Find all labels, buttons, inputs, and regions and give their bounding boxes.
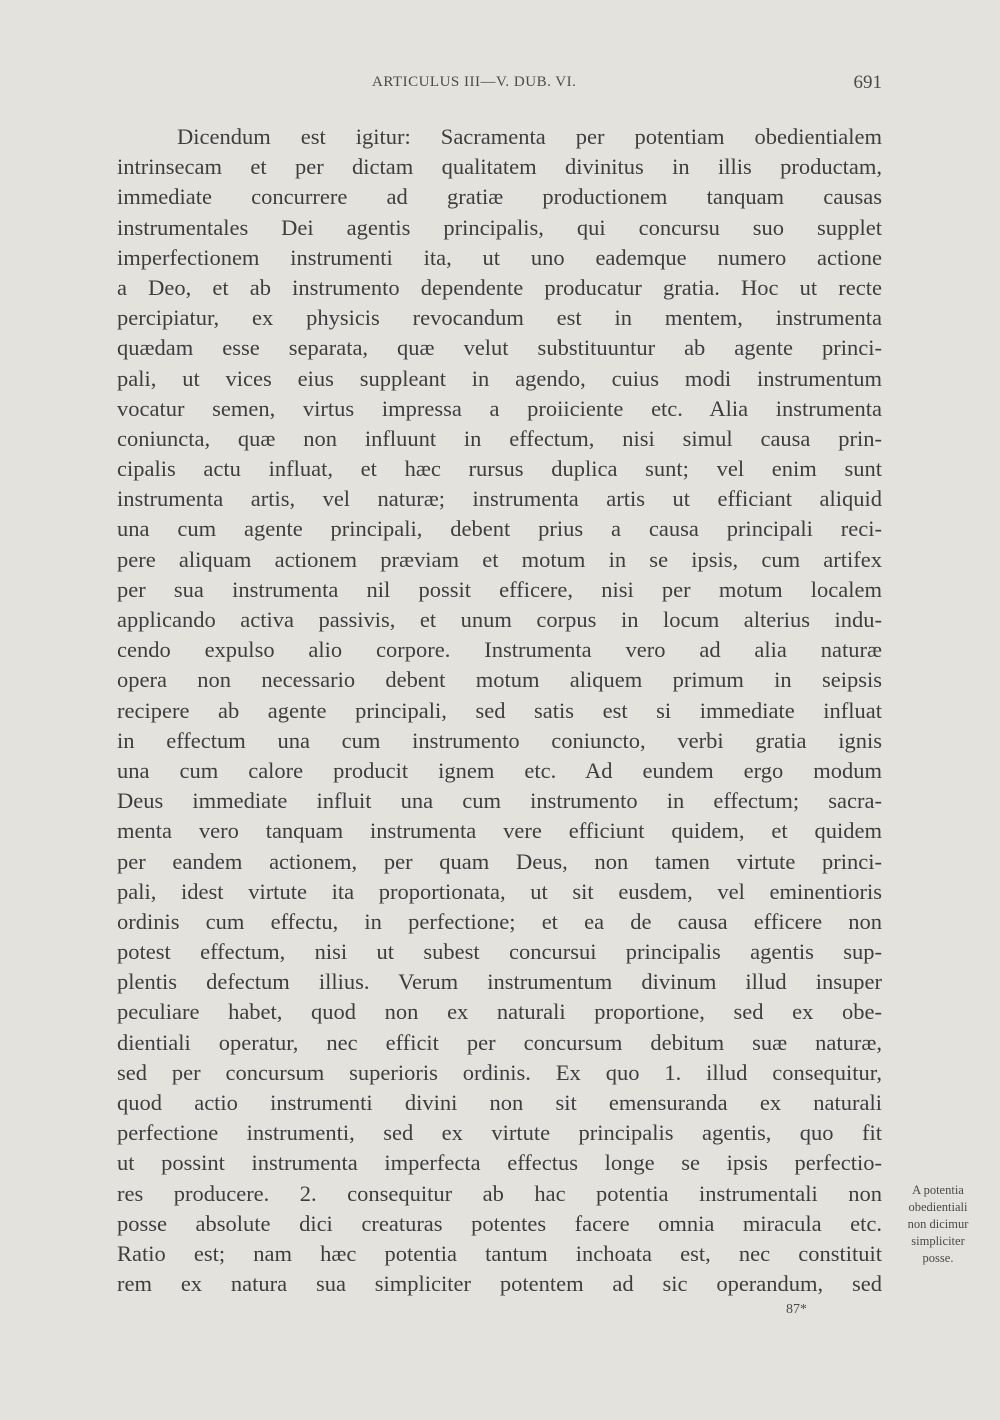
text-line: ordinis cum effectu, in perfectione; et ea de causa efficere non: [117, 908, 882, 934]
text-line: Ratio est; nam hæc potentia tantum inchoata est, nec constituit: [117, 1240, 882, 1266]
text-line: ut possint instrumenta imperfecta effectus longe se ipsis perfectio-: [117, 1150, 882, 1176]
text-line: peculiare habet, quod non ex naturali proportione, sed ex obe-: [117, 999, 882, 1025]
text-line: Dicendum est igitur: Sacramenta per potentiam obedientialem: [177, 124, 882, 149]
text-line: una cum agente principali, debent prius a causa principali reci-: [117, 516, 882, 542]
text-line: plentis defectum illius. Verum instrumentum divinum illud insuper: [117, 969, 882, 995]
text-line: vocatur semen, virtus impressa a proiiciente etc. Alia instrumenta: [117, 395, 882, 421]
signature-mark: 87*: [786, 1302, 807, 1317]
text-line: pere aliquam actionem præviam et motum in se ipsis, cum artifex: [117, 546, 882, 572]
margin-note: [888, 1182, 988, 1267]
text-line: Deus immediate influit una cum instrumento in effectum; sacra-: [117, 788, 882, 814]
text-line: posse absolute dici creaturas potentes facere omnia miracula etc.: [117, 1210, 882, 1236]
text-line: instrumenta artis, vel naturæ; instrumenta artis ut efficiant aliquid: [117, 486, 882, 512]
text-line: a Deo, et ab instrumento dependente producatur gratia. Hoc ut recte: [117, 274, 882, 300]
text-line: pali, ut vices eius suppleant in agendo, cuius modi instrumentum: [117, 365, 882, 391]
page-header: [0, 74, 1000, 104]
text-line: percipiatur, ex physicis revocandum est in mentem, instrumenta: [117, 305, 882, 331]
text-line: in effectum una cum instrumento coniuncto, verbi gratia ignis: [117, 727, 882, 753]
text-line: rem ex natura sua simpliciter potentem ad sic operandum, sed: [117, 1271, 882, 1297]
text-line: menta vero tanquam instrumenta vere efficiunt quidem, et quidem: [117, 818, 882, 844]
text-line: instrumentales Dei agentis principalis, qui concursu suo supplet: [117, 214, 882, 240]
margin-note-line: non dicimur: [907, 1217, 969, 1231]
body-text: [117, 122, 882, 1299]
text-line: per eandem actionem, per quam Deus, non tamen virtute princi-: [117, 848, 882, 874]
running-head: ARTICULUS III—V. DUB. VI.: [372, 74, 577, 90]
text-line: pali, idest virtute ita proportionata, ut sit eusdem, vel eminentioris: [117, 878, 882, 904]
text-line: una cum calore producit ignem etc. Ad eundem ergo modum: [117, 757, 882, 783]
text-line: immediate concurrere ad gratiæ productionem tanquam causas: [117, 184, 882, 210]
margin-note-line: obedientiali: [908, 1200, 968, 1214]
text-line: imperfectionem instrumenti ita, ut uno eademque numero actione: [117, 244, 882, 270]
text-line: cendo expulso alio corpore. Instrumenta vero ad alia naturæ: [117, 637, 882, 663]
text-line: quædam esse separata, quæ velut substituuntur ab agente princi-: [117, 335, 882, 361]
text-line: cipalis actu influat, et hæc rursus duplica sunt; vel enim sunt: [117, 456, 882, 482]
text-line: opera non necessario debent motum aliquem primum in seipsis: [117, 667, 882, 693]
margin-note-line: A potentia: [912, 1183, 964, 1197]
margin-note-line: posse.: [922, 1251, 954, 1265]
text-line: quod actio instrumenti divini non sit emensuranda ex naturali: [117, 1090, 882, 1115]
text-line: dientiali operatur, nec efficit per concursum debitum suæ naturæ,: [117, 1029, 882, 1055]
page-number: 691: [853, 72, 882, 93]
text-line: perfectione instrumenti, sed ex virtute principalis agentis, quo fit: [117, 1120, 882, 1146]
text-line: sed per concursum superioris ordinis. Ex quo 1. illud consequitur,: [117, 1059, 882, 1085]
text-line: applicando activa passivis, et unum corpus in locum alterius indu-: [117, 607, 882, 632]
text-line: potest effectum, nisi ut subest concursui principalis agentis sup-: [117, 939, 882, 965]
text-line: per sua instrumenta nil possit efficere, nisi per motum localem: [117, 576, 882, 602]
text-line: res producere. 2. consequitur ab hac potentia instrumentali non: [117, 1180, 882, 1206]
margin-note-line: simpliciter: [911, 1234, 965, 1248]
text-line: intrinsecam et per dictam qualitatem divinitus in illis productam,: [117, 154, 882, 180]
text-line: coniuncta, quæ non influunt in effectum, nisi simul causa prin-: [117, 425, 882, 451]
text-line: recipere ab agente principali, sed satis est si immediate influat: [117, 697, 882, 723]
